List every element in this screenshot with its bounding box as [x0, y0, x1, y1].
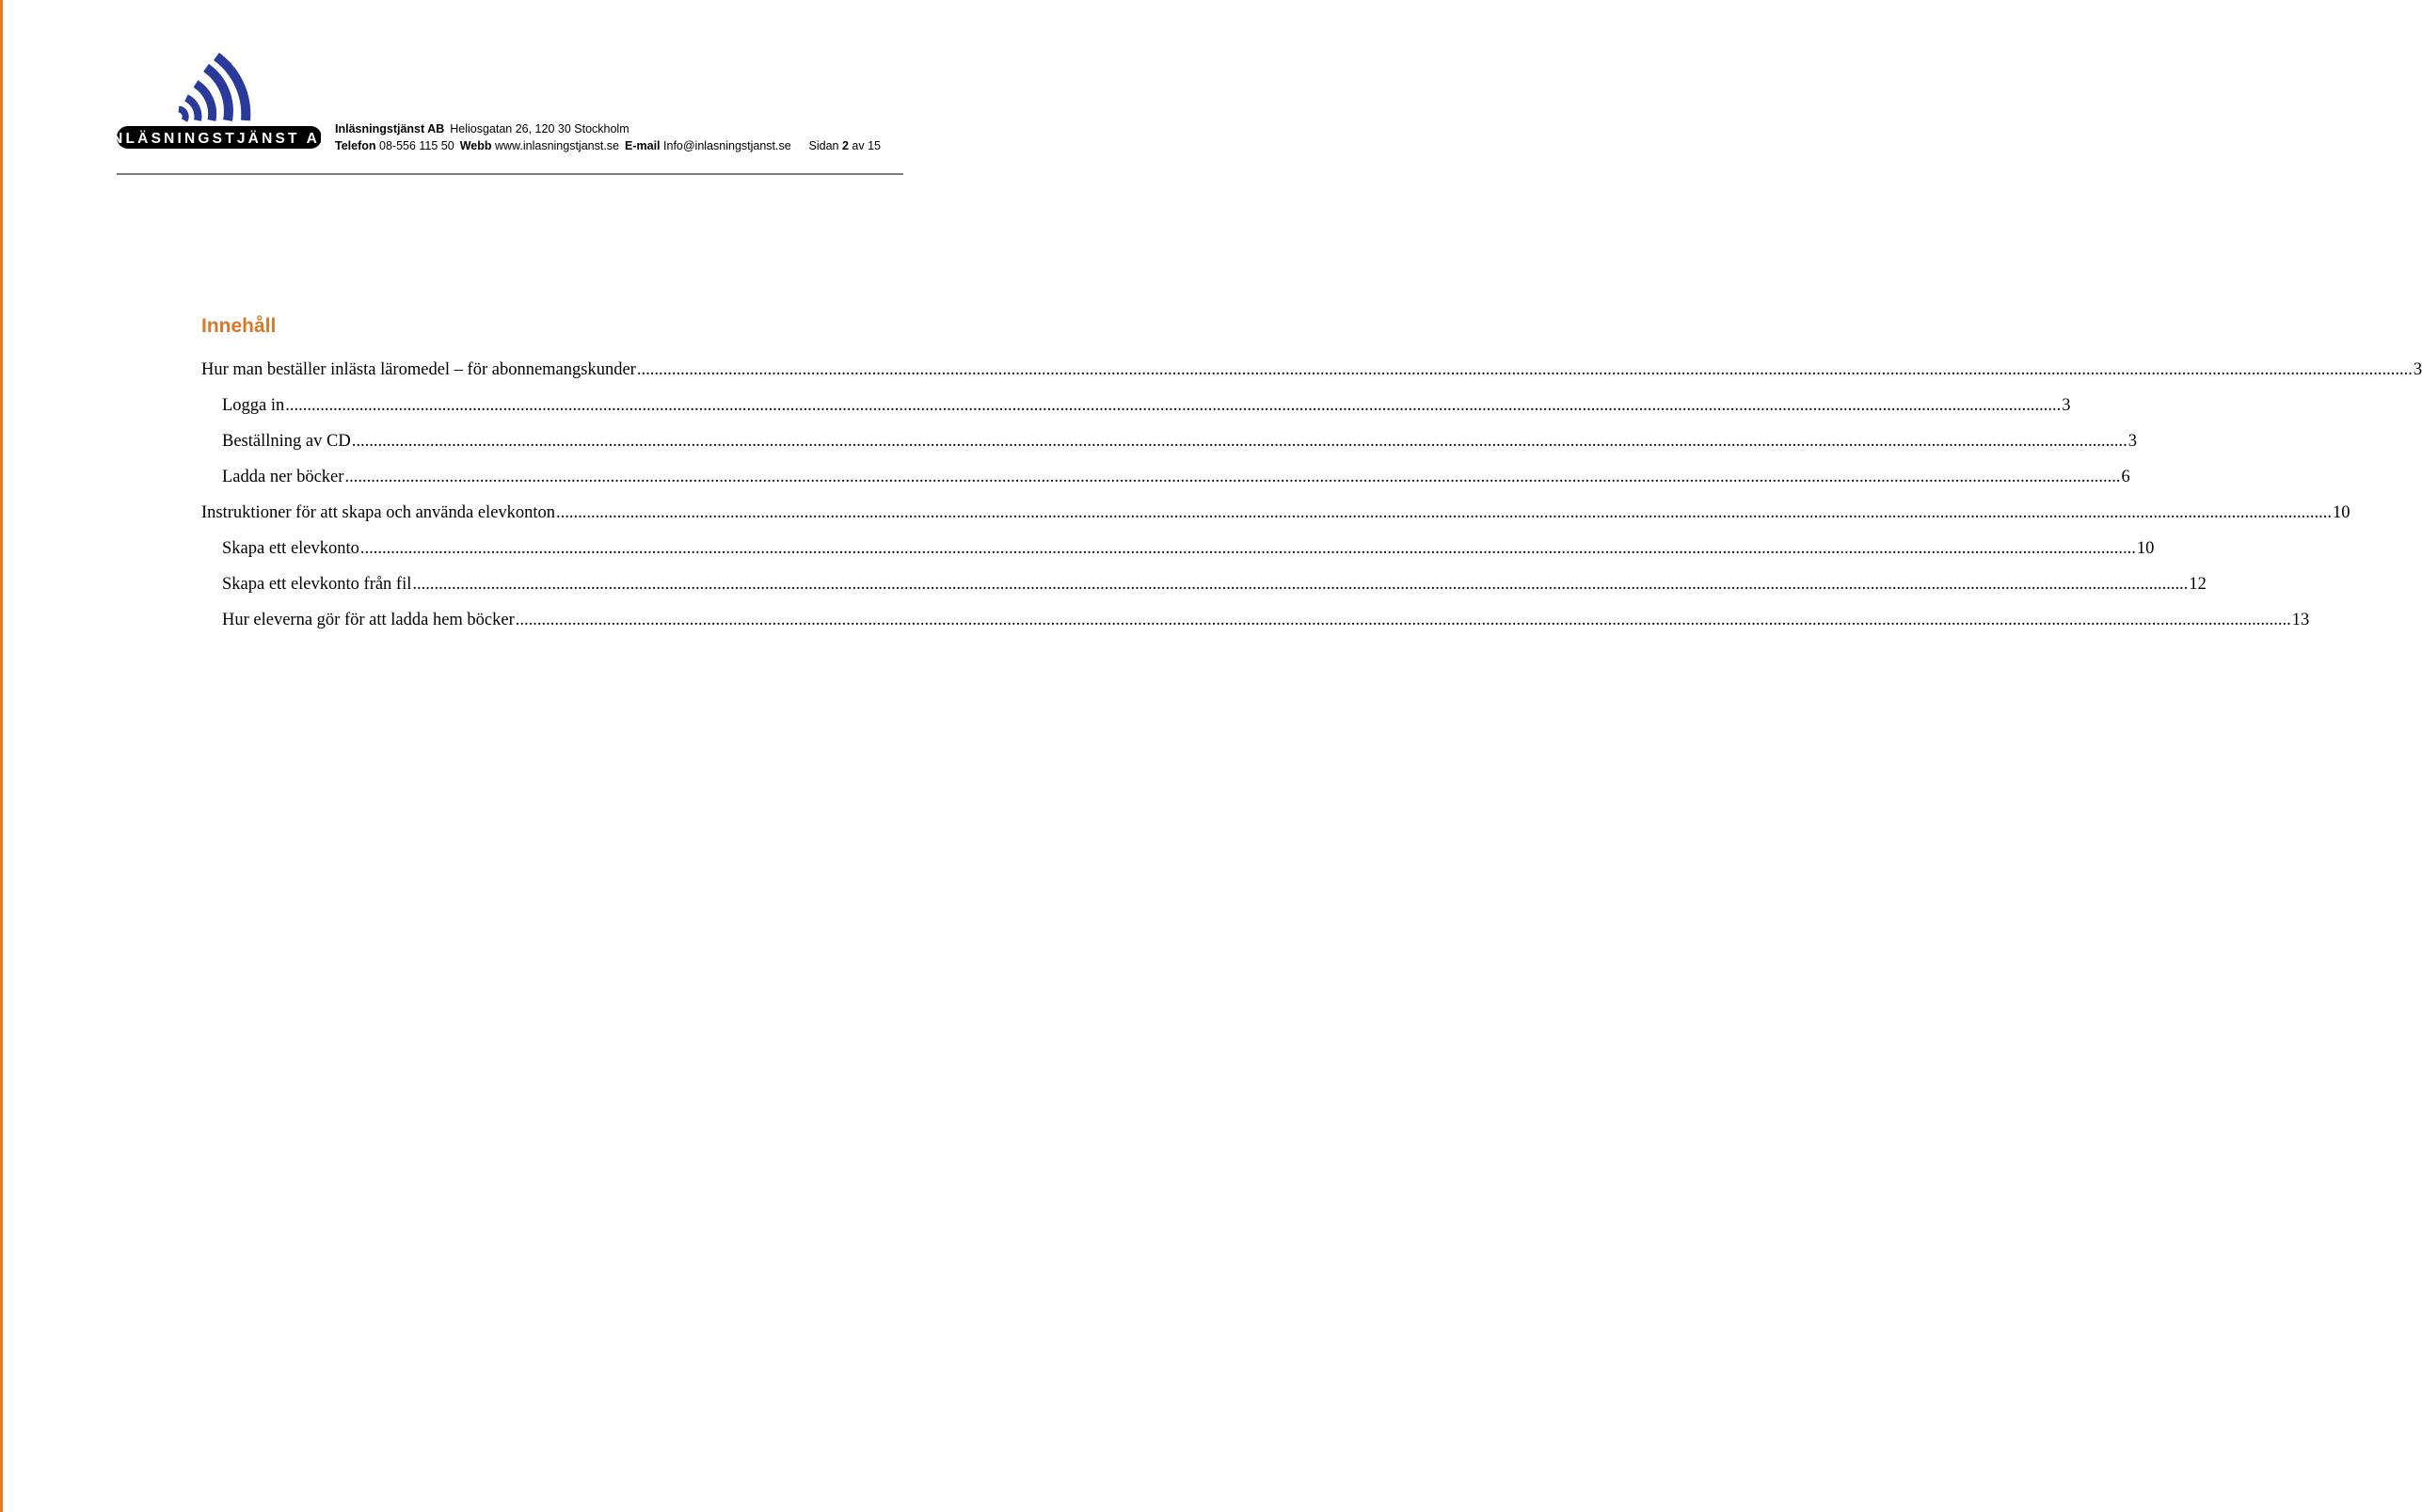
toc-entry-title: Instruktioner för att skapa och använda elevkonton [201, 503, 556, 522]
toc-dot-leader [412, 566, 2188, 602]
web-address[interactable]: www.inlasningstjanst.se [495, 139, 620, 152]
toc-dot-leader [637, 352, 2413, 388]
phone-number: 08-556 115 50 [379, 139, 454, 152]
toc-entry-page: 6 [2121, 468, 2130, 486]
toc-entry[interactable] [201, 495, 2350, 531]
logo-graphic [104, 55, 334, 152]
toc-entry-page: 3 [2062, 396, 2071, 415]
toc-entry-page: 10 [2333, 503, 2350, 522]
toc-dot-leader [556, 495, 2332, 531]
company-name: Inläsningstjänst AB [335, 122, 445, 135]
page-current: 2 [841, 139, 849, 152]
email-label: E-mail [625, 139, 661, 152]
company-contact-info [335, 120, 791, 154]
toc-entry[interactable] [201, 459, 2130, 495]
toc-entry-title: Hur man beställer inlästa läromedel – för abonnemangskunder [201, 360, 636, 379]
page-number [809, 137, 882, 154]
toc-entry[interactable] [201, 566, 2207, 602]
header-divider [117, 173, 903, 175]
company-contact-line [335, 137, 791, 154]
toc-entry-title: Beställning av CD [222, 432, 351, 451]
toc-dot-leader [516, 602, 2291, 638]
web-label: Webb [459, 139, 492, 152]
toc-entry-page: 10 [2136, 539, 2155, 558]
logo-wordmark: INLÄSNINGSTJÄNST AB [104, 131, 334, 147]
email-address[interactable]: Info@inlasningstjanst.se [663, 139, 791, 152]
company-logo [104, 55, 334, 152]
toc-entry-title: Skapa ett elevkonto [222, 539, 359, 558]
toc-entry[interactable] [201, 352, 2422, 388]
toc-dot-leader [285, 388, 2061, 423]
page-label-prefix: Sidan [808, 139, 839, 152]
toc-entry[interactable] [201, 423, 2137, 459]
page-left-border [0, 0, 3, 1512]
page-total: 15 [868, 139, 881, 152]
company-address: Heliosgatan 26, 120 30 Stockholm [450, 122, 629, 135]
toc-entry-page: 3 [2127, 432, 2137, 451]
toc-entry-title: Ladda ner böcker [222, 468, 344, 486]
table-of-contents [201, 352, 2422, 638]
toc-entry-page: 12 [2189, 575, 2207, 594]
toc-entry[interactable] [201, 602, 2310, 638]
toc-entry[interactable] [201, 531, 2155, 566]
toc-entry-page: 13 [2291, 611, 2310, 629]
phone-label: Telefon [335, 139, 376, 152]
page-label-mid: av [852, 139, 865, 152]
toc-entry-page: 3 [2413, 360, 2422, 379]
company-address-line [335, 120, 791, 137]
toc-heading: Innehåll [201, 315, 277, 337]
toc-entry-title: Skapa ett elevkonto från fil [222, 575, 412, 594]
toc-dot-leader [360, 531, 2136, 566]
toc-dot-leader [352, 423, 2127, 459]
toc-entry[interactable] [201, 388, 2071, 423]
toc-dot-leader [344, 459, 2120, 495]
toc-entry-title: Hur eleverna gör för att ladda hem böcker [222, 611, 515, 629]
toc-entry-title: Logga in [222, 396, 285, 415]
